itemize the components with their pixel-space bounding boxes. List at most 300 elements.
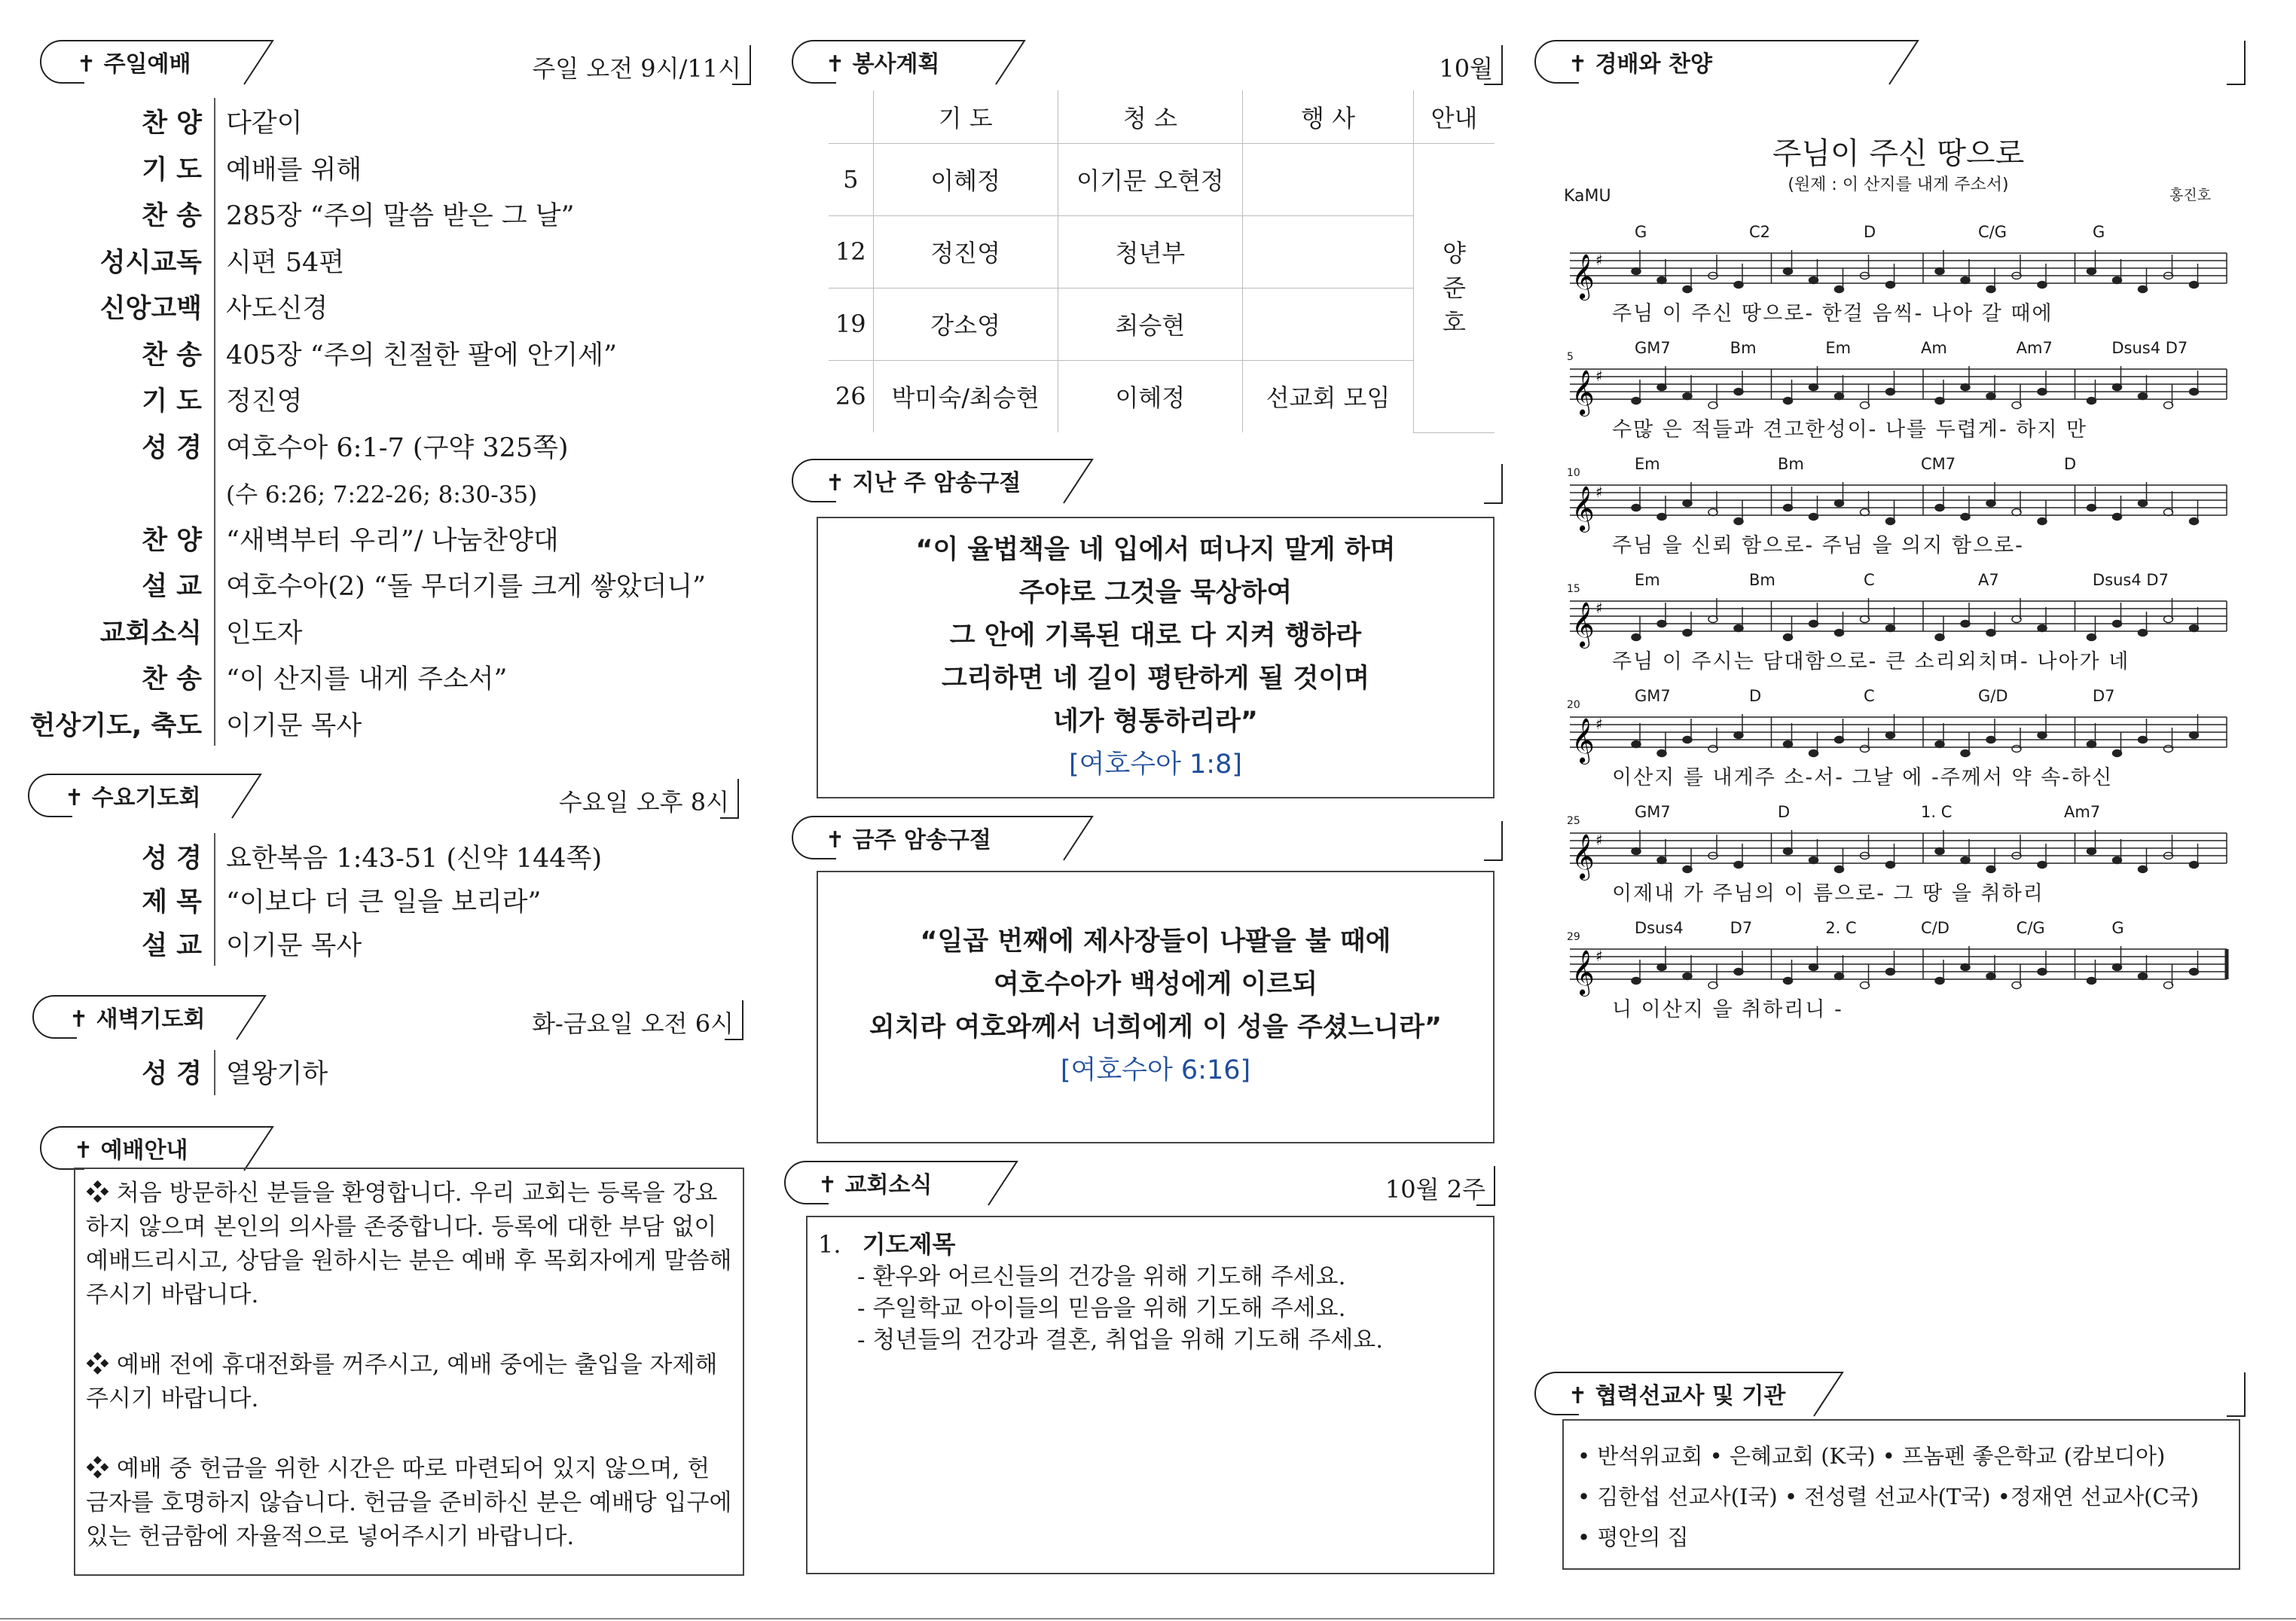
- table-header: 기 도: [873, 90, 1058, 143]
- chord-symbol: C/G: [2016, 919, 2045, 937]
- score-system: [1567, 687, 2230, 792]
- section-header-sunday: [39, 39, 752, 86]
- note-head: [1734, 282, 1743, 288]
- note-head: [2012, 982, 2021, 989]
- section-title: ✝ 지난 주 암송구절: [826, 470, 1021, 496]
- note-head: [2038, 625, 2047, 632]
- chord-symbol: A7: [1978, 571, 1999, 589]
- note-head: [2038, 969, 2047, 975]
- order-value: 사도신경: [226, 294, 328, 324]
- order-row: [11, 191, 575, 237]
- section-header-dawn: [32, 994, 744, 1041]
- order-row: [11, 920, 362, 967]
- note-head: [1708, 746, 1717, 752]
- note-head: [2087, 398, 2096, 404]
- order-label: 설 교: [142, 572, 202, 602]
- note-head: [1861, 982, 1870, 989]
- measure-number: 20: [1567, 699, 1580, 711]
- cleaning-cell: 이기문 오현정: [1058, 143, 1242, 215]
- note-head: [1835, 737, 1844, 743]
- verse-line: 주야로 그것을 묵상하여: [1018, 578, 1293, 608]
- note-head: [2164, 509, 2173, 516]
- song-publisher: KaMU: [1564, 187, 1611, 206]
- order-label: 성 경: [142, 1059, 202, 1089]
- missions-box: [1562, 1419, 2240, 1570]
- missions-line: • 평안의 집: [1577, 1525, 1689, 1550]
- missions-line: • 반석위교회 • 은혜교회 (K국) • 프놈펜 좋은학교 (캄보디아): [1577, 1443, 2166, 1469]
- note-head: [1935, 505, 1944, 511]
- order-value: “이 산지를 내게 주소서”: [226, 664, 508, 694]
- news-item-number: 1.: [818, 1230, 841, 1259]
- chord-symbol: Em: [1635, 571, 1660, 589]
- this-verse-box: [817, 871, 1495, 1143]
- order-row: [11, 608, 302, 655]
- chord-symbol: D: [1778, 803, 1791, 821]
- lyrics-line: 수많 은 적들과 견고한성이- 나를 두렵게- 하지 만: [1612, 418, 2088, 441]
- note-head: [2087, 505, 2096, 511]
- table-header: [829, 90, 873, 143]
- order-label: 찬 송: [142, 201, 202, 231]
- order-value: 이기문 목사: [226, 710, 362, 741]
- order-row: [11, 469, 537, 515]
- cleaning-cell: 최승현: [1058, 288, 1242, 360]
- lyrics-line: 주님 이 주신 땅으로- 한걸 음씩- 나아 갈 때에: [1612, 302, 2053, 325]
- section-header-wednesday: [27, 773, 740, 820]
- order-label: 기 도: [142, 154, 202, 185]
- note-head: [1961, 857, 1970, 864]
- guide-paragraph: ❖ 예배 전에 휴대전화를 꺼주시고, 예배 중에는 출입을 자제해 주시기 바랍니다.: [86, 1351, 718, 1412]
- guide-paragraph: ❖ 예배 중 헌금을 위한 시간은 따로 마련되어 있지 않으며, 헌금자를 호명하지 않습니다. 헌금을 준비하신 분은 예배당 입구에 있는 헌금함에 자율적으로 넣어주시기 바랍니다.: [86, 1455, 732, 1550]
- staff: [1567, 359, 2230, 419]
- staff: [1567, 591, 2230, 651]
- order-row: [11, 833, 602, 880]
- lyrics-line: 주님 이 주시는 담대함으로- 큰 소리외치며- 나아가 네: [1612, 650, 2130, 673]
- order-row: [11, 515, 559, 562]
- order-label: 성 경: [142, 844, 202, 874]
- section-title: ✝ 수요기도회: [65, 785, 201, 811]
- worship-guide-box: [74, 1168, 744, 1576]
- order-value: 이기문 목사: [226, 931, 362, 961]
- note-head: [1886, 389, 1895, 395]
- note-head: [1734, 732, 1743, 739]
- chord-symbol: C/D: [1921, 919, 1949, 937]
- chord-symbol: D: [1864, 223, 1876, 241]
- chord-symbol: C2: [1749, 223, 1771, 241]
- note-head: [1861, 402, 1870, 409]
- note-head: [1809, 384, 1818, 391]
- note-head: [2139, 630, 2148, 636]
- score-system: [1567, 339, 2230, 444]
- note-head: [1784, 398, 1793, 404]
- order-label: 찬 양: [142, 108, 202, 139]
- sharp-icon: ♯: [1595, 715, 1603, 733]
- order-row: [11, 330, 617, 377]
- order-value: 405장 “주의 친절한 팔에 안기세”: [226, 340, 618, 371]
- note-head: [1708, 982, 1717, 989]
- note-head: [1632, 978, 1641, 985]
- note-head: [2113, 750, 2122, 757]
- note-head: [2113, 514, 2122, 520]
- order-row: [11, 283, 328, 330]
- note-head: [1935, 398, 1944, 404]
- note-head: [2190, 518, 2199, 525]
- measure-number: 29: [1567, 931, 1580, 943]
- note-head: [1961, 621, 1970, 627]
- note-head: [2012, 509, 2021, 516]
- note-head: [1986, 500, 1995, 507]
- order-label: 성시교독: [99, 247, 202, 278]
- note-head: [2113, 277, 2122, 284]
- note-head: [1935, 978, 1944, 985]
- note-head: [2164, 402, 2173, 409]
- order-row: [11, 877, 541, 923]
- note-head: [1734, 389, 1743, 395]
- chord-symbol: D: [2064, 455, 2077, 473]
- chord-symbol: G: [2111, 919, 2124, 937]
- staff: [1567, 939, 2230, 999]
- order-value: 여호수아(2) “돌 무더기를 크게 쌓았더니”: [226, 572, 707, 602]
- note-head: [2113, 384, 2122, 391]
- note-head: [1886, 625, 1895, 632]
- section-title: ✝ 새벽기도회: [69, 1006, 206, 1033]
- event-cell: [1242, 143, 1413, 215]
- measure-number: 15: [1567, 583, 1580, 595]
- lyrics-line: 주님 을 신뢰 함으로- 주님 을 의지 함으로-: [1612, 534, 2024, 557]
- note-head: [2038, 862, 2047, 869]
- chord-symbol: Bm: [1730, 339, 1757, 357]
- note-head: [2190, 732, 2199, 739]
- section-title: ✝ 예배안내: [74, 1137, 188, 1164]
- song-original-title: (원제 : 이 산지를 내게 주소서): [1788, 176, 2009, 194]
- note-head: [1935, 268, 1944, 275]
- sharp-icon: ♯: [1595, 483, 1603, 501]
- cleaning-cell: 이혜정: [1058, 360, 1242, 432]
- verse-reference: [여호수아 1:8]: [1068, 749, 1242, 780]
- note-head: [1632, 741, 1641, 748]
- note-head: [2038, 518, 2047, 525]
- order-value: “이보다 더 큰 일을 보리라”: [226, 887, 542, 917]
- service-time: 화-금요일 오전 6시: [532, 1009, 734, 1038]
- note-head: [2038, 732, 2047, 739]
- cleaning-cell: 청년부: [1058, 215, 1242, 288]
- guide-name-char: 양: [1443, 239, 1466, 267]
- treble-clef-icon: 𝄞: [1571, 718, 1595, 763]
- note-head: [1935, 848, 1944, 855]
- verse-line: 여호수아가 백성에게 이르되: [993, 969, 1318, 1000]
- section-header-this-verse: [791, 815, 1504, 862]
- note-head: [2012, 402, 2021, 409]
- missions-line: • 김한섭 선교사(I국) • 전성렬 선교사(T국) •정재연 선교사(C국): [1577, 1484, 2200, 1510]
- order-row: [11, 1049, 328, 1095]
- note-head: [1961, 384, 1970, 391]
- sharp-icon: ♯: [1595, 599, 1603, 617]
- note-head: [2164, 616, 2173, 623]
- staff: [1567, 475, 2230, 535]
- section-header-last-verse: [791, 458, 1504, 505]
- note-head: [1835, 286, 1844, 293]
- verse-line: 네가 형통하리라”: [1053, 707, 1258, 737]
- note-head: [1835, 500, 1844, 507]
- note-head: [2113, 964, 2122, 971]
- note-head: [1835, 866, 1844, 873]
- verse-reference: [여호수아 6:16]: [1060, 1055, 1251, 1085]
- chord-symbol: Em: [1635, 455, 1660, 473]
- note-head: [1986, 866, 1995, 873]
- guide-cell: [1414, 143, 1495, 432]
- note-head: [1861, 509, 1870, 516]
- order-label: 제 목: [142, 887, 202, 917]
- note-head: [2139, 393, 2148, 400]
- note-head: [1986, 393, 1995, 400]
- section-header-guide: [39, 1125, 752, 1172]
- guide-paragraph: ❖ 처음 방문하신 분들을 환영합니다. 우리 교회는 등록을 강요하지 않으며 본인의 의사를 존중합니다. 등록에 대한 부담 없이 예배드리시고, 상담을 원하시는 분은 예배 후 목회자에게 말씀해 주시기 바랍니다.: [86, 1180, 732, 1308]
- note-head: [1835, 393, 1844, 400]
- sharp-icon: ♯: [1595, 251, 1603, 269]
- section-header-praise: [1534, 39, 2246, 86]
- chord-symbol: 2. C: [1825, 919, 1857, 937]
- order-label: 헌상기도, 축도: [29, 710, 202, 741]
- note-head: [1809, 621, 1818, 627]
- note-head: [2190, 625, 2199, 632]
- note-head: [1961, 750, 1970, 757]
- note-head: [1657, 277, 1666, 284]
- note-head: [2164, 982, 2173, 989]
- note-head: [2038, 282, 2047, 288]
- note-head: [1986, 737, 1995, 743]
- order-label: 기 도: [142, 386, 202, 417]
- score-system: [1567, 919, 2230, 1024]
- note-head: [1809, 750, 1818, 757]
- note-head: [1835, 973, 1844, 980]
- note-head: [1835, 630, 1844, 636]
- chord-symbol: D: [1749, 687, 1762, 705]
- note-head: [2190, 862, 2199, 869]
- note-head: [1886, 732, 1895, 739]
- order-value: 다같이: [226, 108, 303, 139]
- section-header-news: [783, 1160, 1496, 1207]
- verse-line: “일곱 번째에 제사장들이 나팔을 불 때에: [920, 927, 1391, 957]
- section-header-missions: [1534, 1371, 2246, 1418]
- verse-line: 그 안에 기록된 대로 다 지켜 행하라: [949, 621, 1362, 651]
- chord-symbol: C: [1864, 687, 1875, 705]
- table-row: [829, 215, 1495, 288]
- lyrics-line: 이산지 를 내게주 소-서- 그날 에 -주께서 약 속-하신: [1612, 766, 2114, 789]
- news-line: - 청년들의 건강과 결혼, 취업을 위해 기도해 주세요.: [857, 1326, 1384, 1354]
- note-head: [1683, 630, 1692, 636]
- note-head: [1657, 964, 1666, 971]
- event-cell: 선교회 모임: [1242, 360, 1413, 432]
- note-head: [2087, 741, 2096, 748]
- order-label: 찬 송: [142, 664, 202, 694]
- table-header: 안내: [1414, 90, 1495, 143]
- chord-symbol: Bm: [1749, 571, 1775, 589]
- lyrics-line: 이제내 가 주님의 이 름으로- 그 땅 을 취하리: [1612, 882, 2044, 905]
- note-head: [1657, 384, 1666, 391]
- prayer-cell: 강소영: [873, 288, 1058, 360]
- treble-clef-icon: 𝄞: [1571, 254, 1595, 299]
- order-row: [11, 145, 362, 191]
- note-head: [2190, 389, 2199, 395]
- score-system: [1567, 223, 2230, 328]
- score-system: [1567, 455, 2230, 560]
- order-row: [11, 561, 706, 608]
- note-head: [1961, 514, 1970, 520]
- note-head: [2087, 634, 2096, 641]
- note-head: [2087, 268, 2096, 275]
- service-time: 수요일 오후 8시: [558, 788, 729, 817]
- prayer-cell: 정진영: [873, 215, 1058, 288]
- chord-symbol: C/G: [1978, 223, 2007, 241]
- note-head: [2038, 389, 2047, 395]
- order-value: 열왕기하: [226, 1059, 328, 1089]
- note-head: [2139, 737, 2148, 743]
- section-title: ✝ 봉사계획: [826, 51, 940, 78]
- measure-number: 25: [1567, 815, 1580, 827]
- note-head: [1986, 630, 1995, 636]
- order-value: “새벽부터 우리”/ 나눔찬양대: [226, 525, 559, 556]
- order-row: [11, 98, 302, 145]
- news-line: - 주일학교 아이들의 믿음을 위해 기도해 주세요.: [857, 1295, 1346, 1322]
- note-head: [1886, 518, 1895, 525]
- note-head: [1784, 741, 1793, 748]
- order-value: 요한복음 1:43-51 (신약 144쪽): [226, 844, 603, 874]
- section-title: ✝ 금주 암송구절: [826, 827, 991, 853]
- order-label: 신앙고백: [99, 294, 202, 324]
- verse-line: 외치라 여호와께서 너희에게 이 성을 주셨느니라”: [869, 1012, 1443, 1043]
- note-head: [1809, 964, 1818, 971]
- note-head: [1734, 518, 1743, 525]
- staff: [1567, 823, 2230, 883]
- day-cell: 5: [829, 143, 873, 215]
- score-system: [1567, 571, 2230, 676]
- note-head: [1708, 616, 1717, 623]
- order-row: [11, 701, 362, 747]
- event-cell: [1242, 215, 1413, 288]
- treble-clef-icon: 𝄞: [1571, 950, 1595, 995]
- note-head: [1886, 862, 1895, 869]
- order-row: [11, 423, 569, 469]
- guide-name-char: 준: [1443, 273, 1466, 302]
- chord-symbol: GM7: [1635, 339, 1671, 357]
- day-cell: 19: [829, 288, 873, 360]
- chord-symbol: G: [2093, 223, 2105, 241]
- chord-symbol: Em: [1825, 339, 1852, 357]
- order-label: 교회소식: [99, 618, 202, 649]
- song-title: 주님이 주신 땅으로: [1772, 136, 2025, 171]
- order-row: [11, 654, 507, 701]
- verse-line: “이 율법책을 네 입에서 떠나지 말게 하며: [915, 535, 1396, 565]
- note-head: [1784, 848, 1793, 855]
- chord-symbol: D7: [2093, 687, 2115, 705]
- news-line: - 환우와 어르신들의 건강을 위해 기도해 주세요.: [857, 1263, 1346, 1290]
- note-head: [2113, 857, 2122, 864]
- note-head: [2139, 286, 2148, 293]
- note-head: [1784, 505, 1793, 511]
- note-head: [1632, 268, 1641, 275]
- chord-symbol: Dsus4 D7: [2111, 339, 2188, 357]
- order-value: 예배를 위해: [226, 154, 362, 185]
- note-head: [1886, 969, 1895, 975]
- note-head: [2139, 500, 2148, 507]
- prayer-cell: 박미숙/최승현: [873, 360, 1058, 432]
- note-head: [2087, 978, 2096, 985]
- note-head: [1683, 737, 1692, 743]
- note-head: [1683, 286, 1692, 293]
- order-label: 성 경: [142, 432, 202, 463]
- table-row: [829, 360, 1495, 432]
- lyrics-line: 니 이산지 을 취하리니 -: [1612, 998, 1843, 1021]
- note-head: [1986, 973, 1995, 980]
- order-row: [11, 237, 344, 284]
- measure-number: 5: [1567, 351, 1574, 363]
- chord-symbol: G: [1635, 223, 1647, 241]
- treble-clef-icon: 𝄞: [1571, 370, 1595, 415]
- note-head: [1734, 862, 1743, 869]
- section-title: ✝ 협력선교사 및 기관: [1568, 1383, 1786, 1409]
- table-header: 청 소: [1058, 90, 1242, 143]
- table-row: [829, 288, 1495, 360]
- note-head: [2012, 746, 2021, 752]
- note-head: [1632, 848, 1641, 855]
- section-title: ✝ 경배와 찬양: [1568, 51, 1712, 78]
- note-head: [2164, 746, 2173, 752]
- sharp-icon: ♯: [1595, 367, 1603, 385]
- measure-number: 10: [1567, 467, 1580, 479]
- chord-symbol: 1. C: [1921, 803, 1953, 821]
- order-value: 인도자: [226, 618, 303, 649]
- note-head: [1784, 268, 1793, 275]
- note-head: [2139, 973, 2148, 980]
- chord-symbol: Bm: [1778, 455, 1804, 473]
- chord-symbol: D7: [1730, 919, 1753, 937]
- order-value: 시편 54편: [226, 247, 345, 278]
- news-item-title: 기도제목: [862, 1230, 956, 1259]
- note-head: [1734, 969, 1743, 975]
- note-head: [1632, 505, 1641, 511]
- staff: [1567, 707, 2230, 767]
- service-plan-table: [829, 90, 1495, 433]
- chord-symbol: GM7: [1635, 803, 1671, 821]
- order-value: 여호수아 6:1-7 (구약 325쪽): [226, 432, 569, 463]
- section-title: ✝ 교회소식: [818, 1172, 933, 1198]
- verse-line: 그리하면 네 길이 평탄하게 될 것이며: [941, 664, 1370, 694]
- table-header: 행 사: [1242, 90, 1413, 143]
- note-head: [1708, 509, 1717, 516]
- note-head: [1657, 514, 1666, 520]
- note-head: [1632, 634, 1641, 641]
- note-head: [1886, 282, 1895, 288]
- note-head: [1935, 634, 1944, 641]
- note-head: [2113, 621, 2122, 627]
- note-head: [2190, 282, 2199, 288]
- note-head: [1961, 277, 1970, 284]
- order-value: (수 6:26; 7:22-26; 8:30-35): [226, 481, 538, 508]
- last-verse-box: [817, 517, 1495, 798]
- score-system: [1567, 803, 2230, 908]
- chord-symbol: CM7: [1921, 455, 1956, 473]
- note-head: [2087, 848, 2096, 855]
- verse-text: [818, 529, 1493, 786]
- verse-text: [818, 920, 1493, 1092]
- chord-symbol: C: [1864, 571, 1875, 589]
- section-header-service-plan: [791, 39, 1504, 86]
- day-cell: 26: [829, 360, 873, 432]
- note-head: [1683, 973, 1692, 980]
- order-value: 285장 “주의 말씀 받은 그 날”: [226, 201, 575, 231]
- note-head: [2012, 616, 2021, 623]
- order-label: 찬 송: [142, 340, 202, 371]
- song-composer: 홍진호: [2169, 187, 2212, 203]
